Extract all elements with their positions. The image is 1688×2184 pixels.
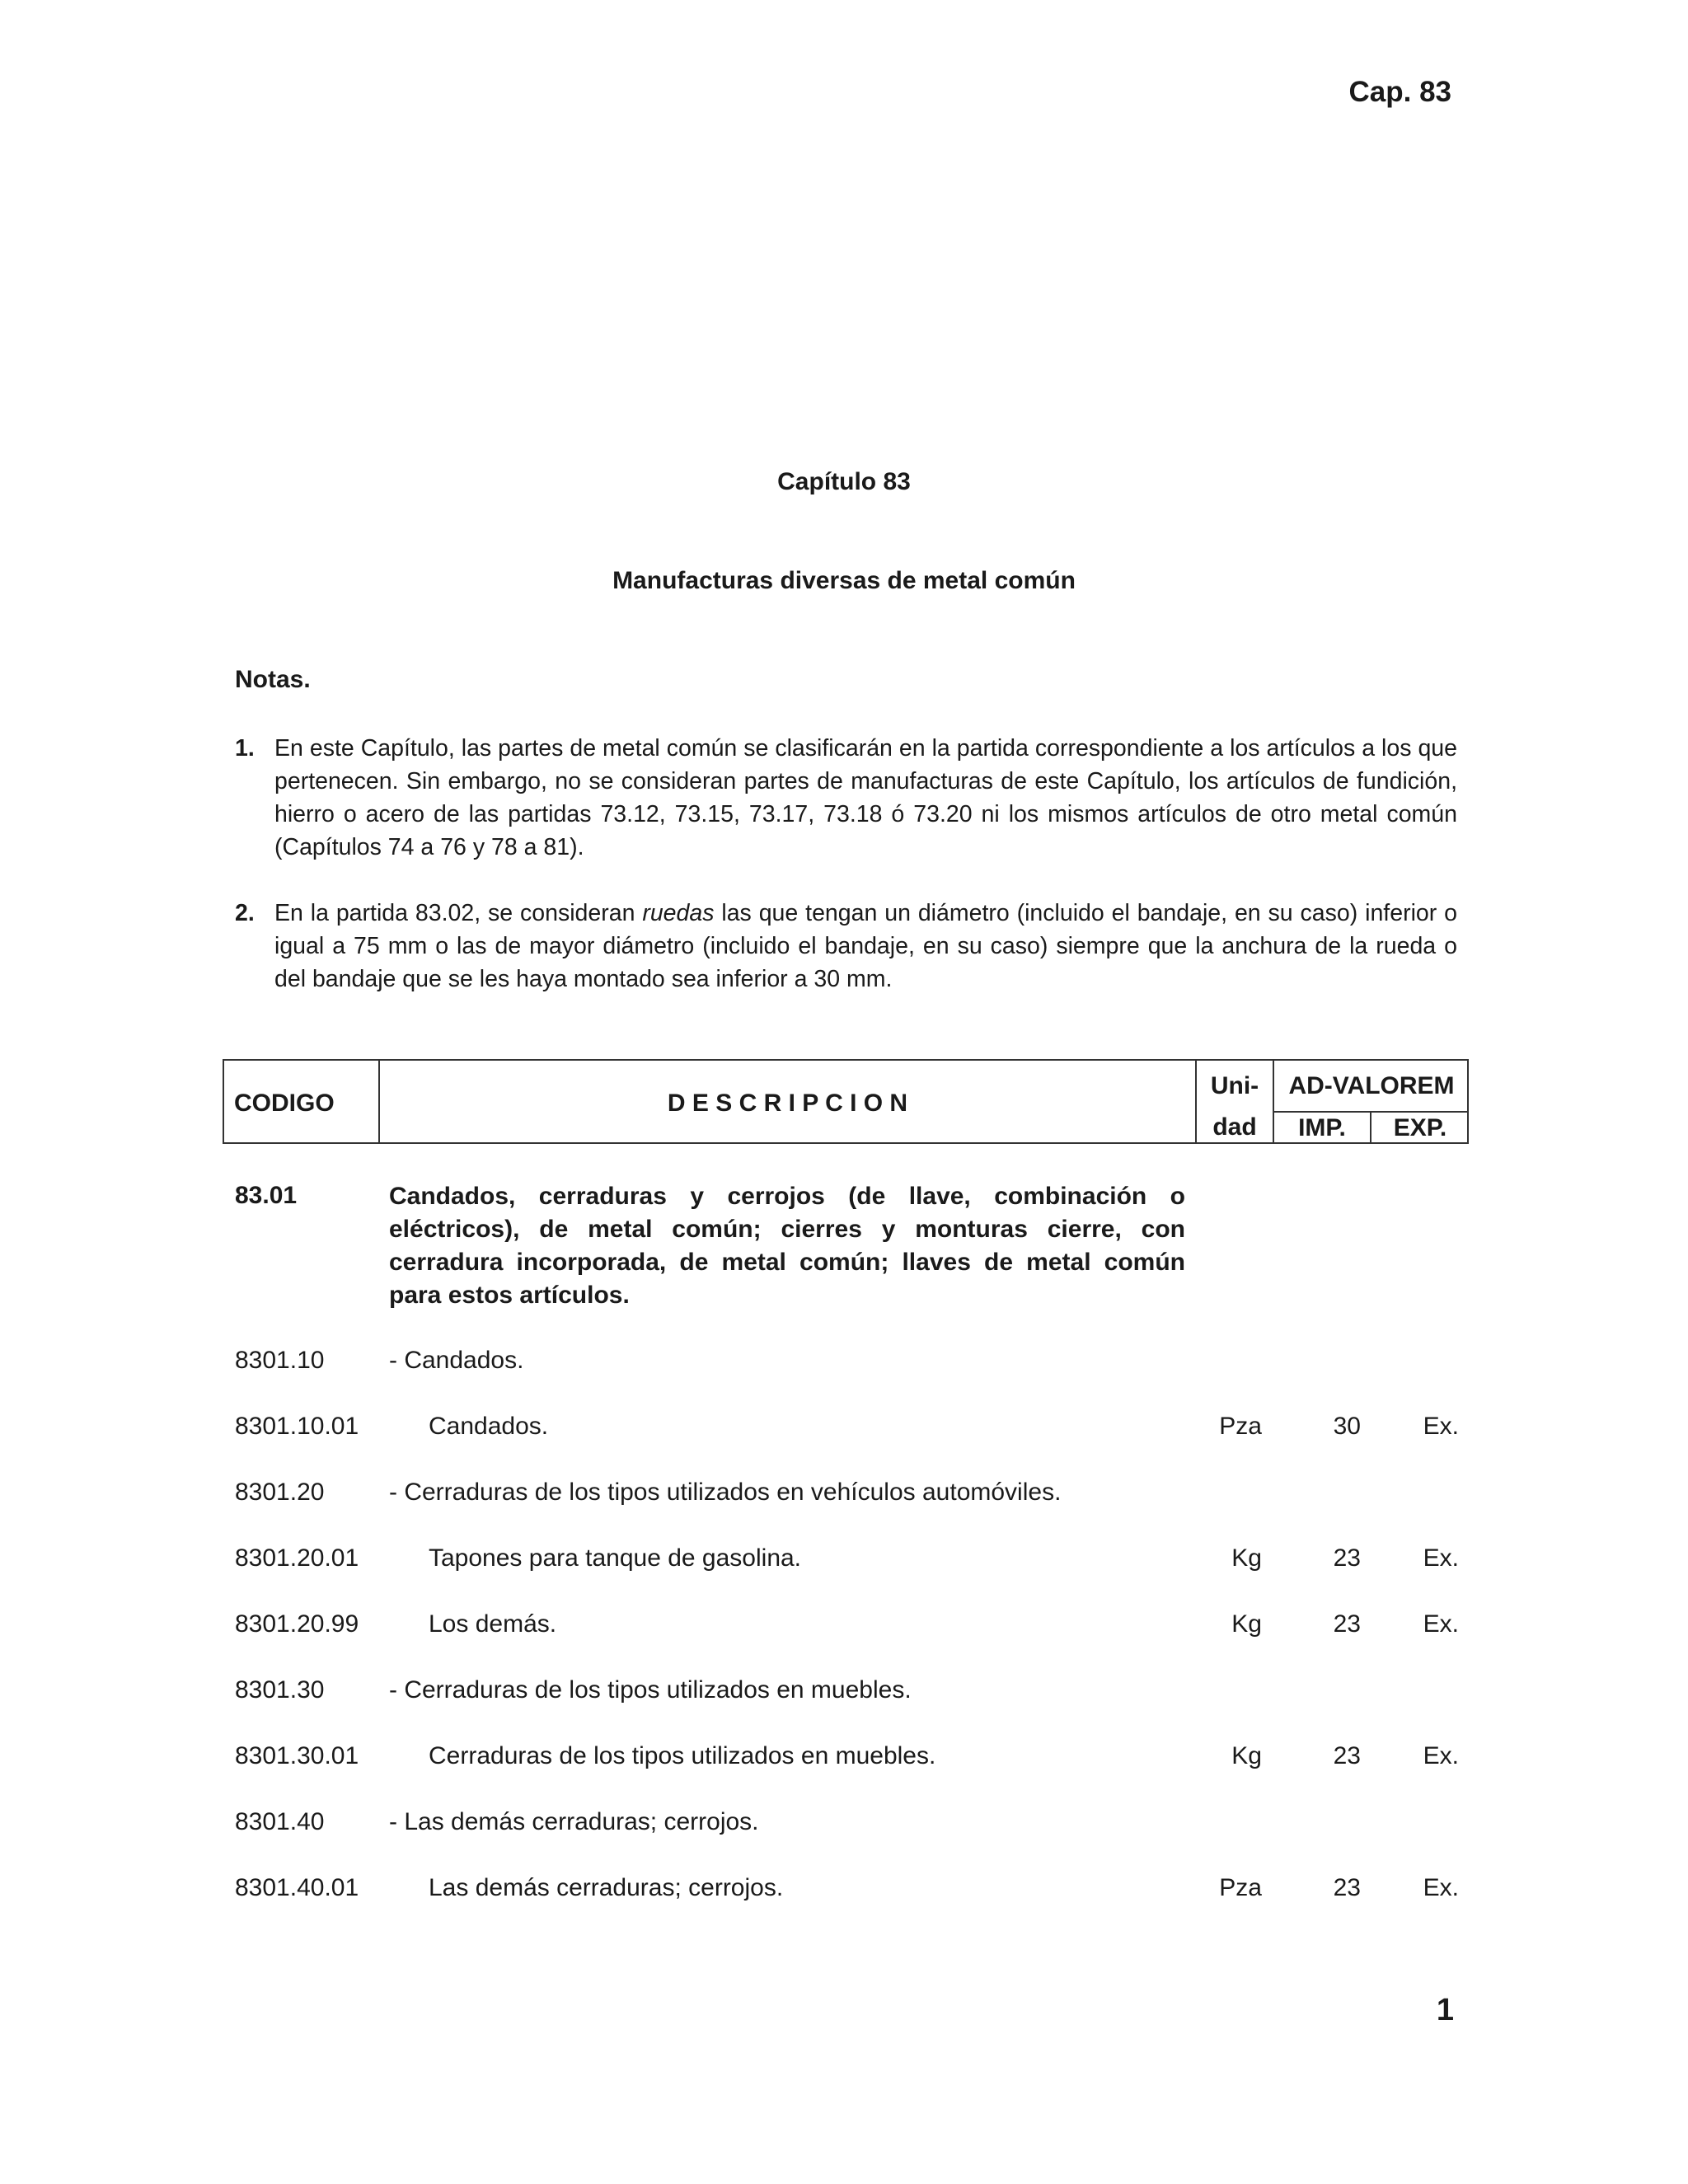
row-code: 8301.40.01 (235, 1874, 359, 1901)
row-exp: Ex. (1423, 1544, 1459, 1572)
row-imp: 23 (1333, 1544, 1361, 1572)
row-description: Tapones para tanque de gasolina. (429, 1544, 802, 1572)
row-imp: 23 (1333, 1742, 1361, 1769)
row-exp: Ex. (1423, 1874, 1459, 1901)
row-imp: 30 (1333, 1413, 1361, 1440)
chapter-label: Cap. 83 (1348, 76, 1451, 108)
header-advalorem: AD-VALOREM (1288, 1072, 1455, 1099)
italic-term: ruedas (642, 900, 715, 926)
row-imp: 23 (1333, 1874, 1361, 1901)
note-text: En este Capítulo, las partes de metal común se clasificarán en la partida correspondiente a los artículos a los que pertenecen. Sin embargo, no se consideran partes de manufacturas de este Capítulo, los artículos de fundición, hierro o acero de las partidas 73.12, 73.15, 73.17, 73.18 ó 73.20 ni los mismos artículos de otro metal común (Capítulos 74 a 76 y 78 a 81). (274, 735, 1457, 860)
row-unit: Kg (1231, 1544, 1262, 1572)
row-unit: Pza (1219, 1874, 1262, 1901)
row-code: 8301.10 (235, 1347, 325, 1374)
row-description: Las demás cerraduras; cerrojos. (429, 1874, 784, 1901)
row-code: 8301.20 (235, 1479, 325, 1506)
header-unidad-bottom: dad (1212, 1113, 1257, 1141)
row-exp: Ex. (1423, 1610, 1459, 1638)
table-row (0, 1347, 1688, 1380)
page-number: 1 (1436, 1993, 1454, 2027)
header-descripcion: D E S C R I P C I O N (667, 1090, 908, 1117)
table-row (0, 1544, 1688, 1577)
header-exp: EXP. (1393, 1114, 1447, 1141)
row-exp: Ex. (1423, 1413, 1459, 1440)
table-row (0, 1874, 1688, 1907)
table-row (0, 1742, 1688, 1775)
row-code: 8301.20.99 (235, 1610, 359, 1638)
row-code: 8301.30 (235, 1676, 325, 1704)
row-code: 8301.40 (235, 1808, 325, 1835)
chapter-title: Capítulo 83 (777, 468, 911, 495)
row-description: Candados. (429, 1413, 549, 1440)
header-imp: IMP. (1298, 1114, 1346, 1141)
header-unidad-top: Uni- (1210, 1072, 1259, 1099)
chapter-subtitle: Manufacturas diversas de metal común (612, 567, 1076, 594)
table-header (223, 1059, 1469, 1144)
notes-heading: Notas. (235, 666, 311, 693)
row-exp: Ex. (1423, 1742, 1459, 1769)
note-number: 1. (235, 735, 255, 762)
heading-code: 83.01 (235, 1182, 298, 1209)
header-codigo: CODIGO (234, 1090, 335, 1117)
table-row (0, 1676, 1688, 1709)
note-text: En la partida 83.02, se consideran ruedas las que tengan un diámetro (incluido el bandaje, en su caso) inferior o igual a 75 mm o las de mayor diámetro (incluido el bandaje, en su caso) siempre que la anchura de la rueda o del bandaje que se les haya montado sea inferior a 30 mm. (274, 900, 1457, 992)
heading-description: Candados, cerraduras y cerrojos (de llave, combinación o eléctricos), de metal común; cierres y monturas cierre, con cerradura incorporada, de metal común; llaves de metal común para estos artículos. (389, 1183, 1185, 1309)
row-description: Cerraduras de los tipos utilizados en muebles. (429, 1742, 936, 1769)
table-row (0, 1413, 1688, 1446)
note-1 (235, 732, 1457, 864)
row-description: Los demás. (429, 1610, 557, 1638)
table-row (0, 1808, 1688, 1841)
row-code: 8301.30.01 (235, 1742, 359, 1769)
note-2 (235, 897, 1457, 996)
row-unit: Pza (1219, 1413, 1262, 1440)
row-description: - Candados. (389, 1347, 524, 1374)
row-imp: 23 (1333, 1610, 1361, 1638)
row-code: 8301.20.01 (235, 1544, 359, 1572)
row-description: - Cerraduras de los tipos utilizados en vehículos automóviles. (389, 1479, 1062, 1506)
row-unit: Kg (1231, 1742, 1262, 1769)
row-description: - Cerraduras de los tipos utilizados en muebles. (389, 1676, 912, 1704)
row-code: 8301.10.01 (235, 1413, 359, 1440)
row-unit: Kg (1231, 1610, 1262, 1638)
row-description: - Las demás cerraduras; cerrojos. (389, 1808, 759, 1835)
table-row (0, 1479, 1688, 1511)
note-number: 2. (235, 900, 255, 926)
table-row (0, 1610, 1688, 1643)
divider (1273, 1111, 1467, 1113)
